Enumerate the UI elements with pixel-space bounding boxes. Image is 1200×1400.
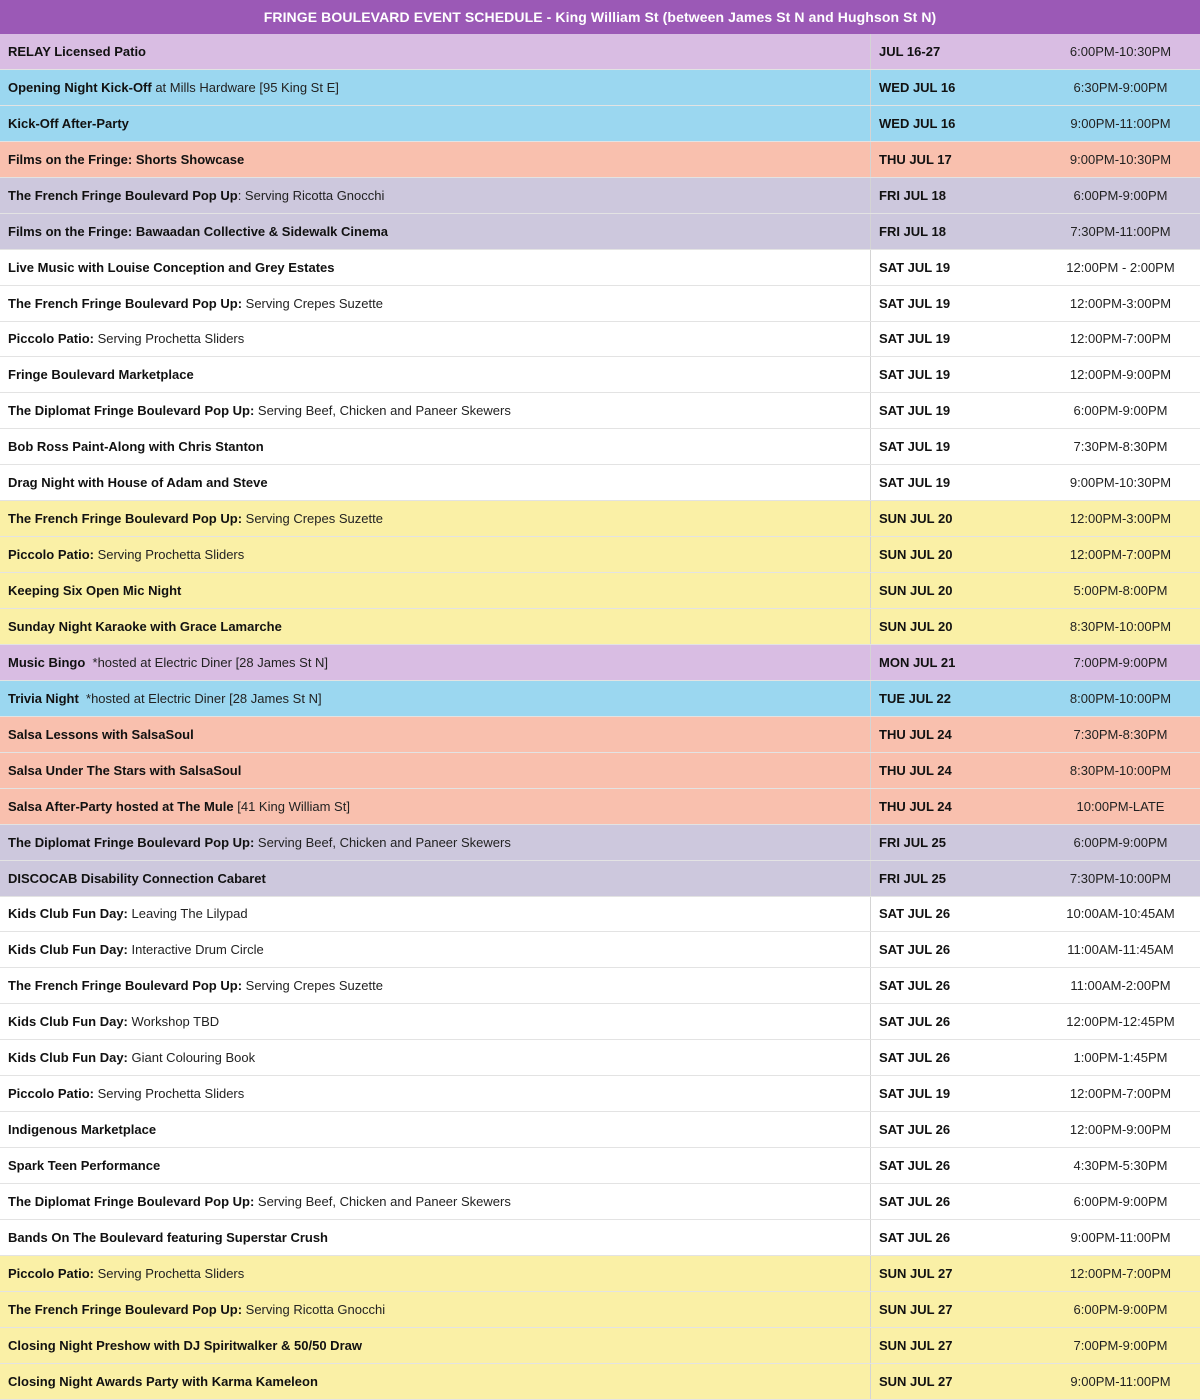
event-time: 9:00PM-11:00PM (1070, 1373, 1171, 1389)
event-name: Fringe Boulevard Marketplace (8, 367, 194, 383)
event-date: SAT JUL 19 (879, 403, 951, 419)
event-cell (0, 573, 871, 608)
schedule-row (0, 1292, 1200, 1328)
event-name: The French Fringe Boulevard Pop Up (8, 187, 238, 203)
event-time: 5:00PM-8:00PM (1073, 583, 1168, 599)
event-cell (0, 393, 871, 428)
event-date: SAT JUL 26 (879, 1193, 951, 1209)
event-time: 12:00PM-12:45PM (1066, 1014, 1175, 1030)
schedule-row (0, 573, 1200, 609)
event-name: Music Bingo (8, 654, 86, 670)
event-cell (0, 142, 871, 177)
event-time: 7:30PM-8:30PM (1073, 726, 1168, 742)
event-detail: Serving Prochetta Sliders (93, 331, 245, 347)
event-time: 9:00PM-10:30PM (1069, 475, 1172, 491)
event-time: 6:00PM-9:00PM (1073, 403, 1168, 419)
event-name: Films on the Fringe: Bawaadan Collective & Sidewalk Cinema (8, 223, 388, 239)
event-time: 1:00PM-1:45PM (1073, 1050, 1168, 1066)
event-time: 7:30PM-10:00PM (1069, 870, 1172, 886)
event-time: 9:00PM-11:00PM (1070, 115, 1171, 131)
event-cell (0, 861, 871, 896)
event-name: Indigenous Marketplace (8, 1122, 157, 1138)
schedule-rows (0, 34, 1200, 1400)
schedule-row (0, 286, 1200, 322)
event-date: FRI JUL 18 (879, 187, 946, 203)
event-name: Kids Club Fun Day: (8, 906, 128, 922)
event-cell (0, 214, 871, 249)
event-name: Live Music with Louise Conception and Grey Estates (8, 259, 335, 275)
event-detail: at Mills Hardware [95 King St E] (151, 79, 339, 95)
event-name: Piccolo Patio: (8, 547, 94, 563)
schedule-row (0, 537, 1200, 573)
event-cell (0, 501, 871, 536)
event-date: WED JUL 16 (879, 115, 956, 131)
event-date: SAT JUL 19 (879, 1086, 951, 1102)
event-time: 10:00PM-LATE (1076, 798, 1165, 814)
schedule-title: FRINGE BOULEVARD EVENT SCHEDULE - King William St (between James St N and Hughson St N) (0, 0, 1200, 34)
schedule-row (0, 717, 1200, 753)
event-time: 8:30PM-10:00PM (1069, 762, 1172, 778)
schedule-row (0, 178, 1200, 214)
schedule-row (0, 861, 1200, 897)
event-time: 12:00PM-7:00PM (1069, 1265, 1172, 1281)
event-cell (0, 1220, 871, 1255)
event-detail: *hosted at Electric Diner [28 James St N] (78, 690, 322, 706)
schedule-row (0, 34, 1200, 70)
event-time: 12:00PM-7:00PM (1069, 547, 1172, 563)
event-date: FRI JUL 25 (879, 834, 946, 850)
event-cell (0, 1292, 871, 1327)
event-time: 6:00PM-10:30PM (1069, 43, 1172, 59)
schedule-row (0, 1112, 1200, 1148)
event-date: WED JUL 16 (879, 79, 956, 95)
event-name: The Diplomat Fringe Boulevard Pop Up: (8, 403, 255, 419)
event-cell (0, 34, 871, 69)
event-time: 12:00PM-3:00PM (1069, 511, 1172, 527)
event-name: Kick-Off After-Party (8, 115, 129, 131)
event-name: Salsa Under The Stars with SalsaSoul (8, 762, 242, 778)
event-detail: Serving Beef, Chicken and Paneer Skewers (254, 403, 511, 419)
event-date: SAT JUL 19 (879, 259, 951, 275)
schedule-row (0, 1328, 1200, 1364)
event-date: SAT JUL 19 (879, 367, 951, 383)
event-cell (0, 178, 871, 213)
event-name: Piccolo Patio: (8, 1086, 94, 1102)
event-detail: : Serving Ricotta Gnocchi (237, 187, 385, 203)
schedule-row (0, 501, 1200, 537)
event-cell (0, 250, 871, 285)
event-cell (0, 789, 871, 824)
schedule-row (0, 142, 1200, 178)
schedule-row (0, 1040, 1200, 1076)
schedule-row (0, 753, 1200, 789)
event-cell (0, 1004, 871, 1039)
event-cell (0, 1256, 871, 1291)
schedule-row (0, 1220, 1200, 1256)
event-date: SUN JUL 27 (879, 1301, 953, 1317)
event-cell (0, 357, 871, 392)
event-time: 7:30PM-11:00PM (1070, 223, 1171, 239)
event-time: 4:30PM-5:30PM (1073, 1158, 1168, 1174)
event-detail: Leaving The Lilypad (127, 906, 248, 922)
event-detail: Serving Prochetta Sliders (93, 1265, 245, 1281)
event-time: 9:00PM-11:00PM (1070, 1229, 1171, 1245)
event-date: THU JUL 17 (879, 151, 952, 167)
event-cell (0, 1112, 871, 1147)
schedule-row (0, 609, 1200, 645)
event-name: The French Fringe Boulevard Pop Up: (8, 1301, 243, 1317)
event-date: SUN JUL 20 (879, 511, 953, 527)
event-name: Bands On The Boulevard featuring Superstar Crush (8, 1229, 328, 1245)
schedule-row (0, 465, 1200, 501)
event-time: 12:00PM-9:00PM (1069, 1122, 1172, 1138)
event-date: SAT JUL 26 (879, 1014, 951, 1030)
event-name: The French Fringe Boulevard Pop Up: (8, 295, 243, 311)
event-cell (0, 968, 871, 1003)
event-date: SAT JUL 19 (879, 295, 951, 311)
event-time: 8:00PM-10:00PM (1069, 690, 1172, 706)
event-detail: Serving Beef, Chicken and Paneer Skewers (254, 834, 511, 850)
schedule-row (0, 897, 1200, 933)
event-date: SAT JUL 26 (879, 978, 951, 994)
event-time: 12:00PM-3:00PM (1069, 295, 1172, 311)
schedule-row (0, 1364, 1200, 1400)
schedule-row (0, 393, 1200, 429)
event-cell (0, 1364, 871, 1399)
event-name: Salsa Lessons with SalsaSoul (8, 726, 194, 742)
schedule-row (0, 1184, 1200, 1220)
event-date: SUN JUL 27 (879, 1337, 953, 1353)
event-date: SAT JUL 26 (879, 1229, 951, 1245)
event-name: The Diplomat Fringe Boulevard Pop Up: (8, 834, 255, 850)
schedule-row (0, 357, 1200, 393)
event-time: 12:00PM-7:00PM (1069, 331, 1172, 347)
event-date: SAT JUL 26 (879, 942, 951, 958)
event-cell (0, 753, 871, 788)
event-date: SAT JUL 26 (879, 1050, 951, 1066)
event-cell (0, 609, 871, 644)
event-date: THU JUL 24 (879, 762, 952, 778)
event-time: 9:00PM-10:30PM (1069, 151, 1172, 167)
event-detail: *hosted at Electric Diner [28 James St N] (85, 654, 329, 670)
event-date: SAT JUL 19 (879, 331, 951, 347)
event-name: The Diplomat Fringe Boulevard Pop Up: (8, 1193, 255, 1209)
event-time: 7:00PM-9:00PM (1073, 1337, 1168, 1353)
event-cell (0, 70, 871, 105)
event-name: Trivia Night (8, 690, 79, 706)
event-cell (0, 717, 871, 752)
event-detail: Workshop TBD (127, 1014, 220, 1030)
event-detail: Serving Beef, Chicken and Paneer Skewers (254, 1193, 511, 1209)
event-name: RELAY Licensed Patio (8, 43, 146, 59)
schedule-row (0, 968, 1200, 1004)
event-date: SAT JUL 19 (879, 475, 951, 491)
event-detail: Serving Prochetta Sliders (93, 1086, 245, 1102)
event-name: The French Fringe Boulevard Pop Up: (8, 511, 243, 527)
event-name: DISCOCAB Disability Connection Cabaret (8, 870, 266, 886)
schedule-row (0, 70, 1200, 106)
event-date: SUN JUL 27 (879, 1373, 953, 1389)
event-time: 7:00PM-9:00PM (1073, 654, 1168, 670)
schedule-row (0, 214, 1200, 250)
event-time: 6:00PM-9:00PM (1073, 1193, 1168, 1209)
schedule-row (0, 250, 1200, 286)
schedule-row (0, 1256, 1200, 1292)
event-date: SUN JUL 20 (879, 583, 953, 599)
event-cell (0, 1184, 871, 1219)
event-name: Opening Night Kick-Off (8, 79, 152, 95)
event-time: 6:00PM-9:00PM (1073, 187, 1168, 203)
event-date: SUN JUL 27 (879, 1265, 953, 1281)
event-detail: Serving Crepes Suzette (242, 978, 383, 994)
event-time: 12:00PM-9:00PM (1069, 367, 1172, 383)
event-detail: Serving Prochetta Sliders (93, 547, 245, 563)
event-cell (0, 322, 871, 357)
event-date: SUN JUL 20 (879, 547, 953, 563)
event-cell (0, 932, 871, 967)
event-cell (0, 681, 871, 716)
event-name: Closing Night Preshow with DJ Spiritwalker & 50/50 Draw (8, 1337, 362, 1353)
event-name: Kids Club Fun Day: (8, 942, 128, 958)
event-date: SAT JUL 19 (879, 439, 951, 455)
event-date: FRI JUL 25 (879, 870, 946, 886)
event-time: 12:00PM-7:00PM (1069, 1086, 1172, 1102)
event-cell (0, 897, 871, 932)
event-name: Piccolo Patio: (8, 331, 94, 347)
event-cell (0, 465, 871, 500)
event-name: Spark Teen Performance (8, 1158, 161, 1174)
event-time: 6:30PM-9:00PM (1073, 79, 1168, 95)
event-detail: Serving Crepes Suzette (242, 511, 383, 527)
event-date: TUE JUL 22 (879, 690, 952, 706)
event-name: Bob Ross Paint-Along with Chris Stanton (8, 439, 264, 455)
schedule-row (0, 1148, 1200, 1184)
schedule-row (0, 825, 1200, 861)
schedule-row (0, 932, 1200, 968)
event-date: JUL 16-27 (879, 43, 941, 59)
event-time: 6:00PM-9:00PM (1073, 1301, 1168, 1317)
event-date: THU JUL 24 (879, 798, 952, 814)
schedule-row (0, 322, 1200, 358)
event-name: Keeping Six Open Mic Night (8, 583, 182, 599)
event-name: Piccolo Patio: (8, 1265, 94, 1281)
event-cell (0, 106, 871, 141)
event-name: Closing Night Awards Party with Karma Kameleon (8, 1373, 318, 1389)
event-cell (0, 825, 871, 860)
event-date: FRI JUL 18 (879, 223, 946, 239)
schedule-row (0, 1076, 1200, 1112)
event-time: 11:00AM-11:45AM (1067, 942, 1174, 958)
event-name: Sunday Night Karaoke with Grace Lamarche (8, 618, 282, 634)
event-name: Kids Club Fun Day: (8, 1050, 128, 1066)
event-time: 11:00AM-2:00PM (1070, 978, 1171, 994)
event-cell (0, 645, 871, 680)
event-name: Drag Night with House of Adam and Steve (8, 475, 268, 491)
schedule-row (0, 1004, 1200, 1040)
event-detail: Serving Ricotta Gnocchi (242, 1301, 386, 1317)
event-date: SAT JUL 26 (879, 1122, 951, 1138)
event-time: 10:00AM-10:45AM (1066, 906, 1175, 922)
schedule-row (0, 789, 1200, 825)
event-cell (0, 1148, 871, 1183)
event-time: 8:30PM-10:00PM (1069, 618, 1172, 634)
schedule-row (0, 681, 1200, 717)
event-time: 12:00PM - 2:00PM (1066, 259, 1175, 275)
event-date: SAT JUL 26 (879, 906, 951, 922)
event-name: Salsa After-Party hosted at The Mule (8, 798, 234, 814)
event-time: 7:30PM-8:30PM (1073, 439, 1168, 455)
event-detail: [41 King William St] (233, 798, 350, 814)
event-detail: Serving Crepes Suzette (242, 295, 383, 311)
event-cell (0, 1040, 871, 1075)
schedule-row (0, 106, 1200, 142)
event-name: Films on the Fringe: Shorts Showcase (8, 151, 245, 167)
event-detail: Interactive Drum Circle (127, 942, 264, 958)
event-date: SUN JUL 20 (879, 618, 953, 634)
schedule-row (0, 645, 1200, 681)
event-cell (0, 1328, 871, 1363)
event-name: Kids Club Fun Day: (8, 1014, 128, 1030)
event-date: SAT JUL 26 (879, 1158, 951, 1174)
event-cell (0, 429, 871, 464)
schedule-row (0, 429, 1200, 465)
event-date: MON JUL 21 (879, 654, 956, 670)
event-cell (0, 286, 871, 321)
event-detail: Giant Colouring Book (127, 1050, 256, 1066)
event-cell (0, 1076, 871, 1111)
event-cell (0, 537, 871, 572)
event-date: THU JUL 24 (879, 726, 952, 742)
event-name: The French Fringe Boulevard Pop Up: (8, 978, 243, 994)
event-time: 6:00PM-9:00PM (1073, 834, 1168, 850)
